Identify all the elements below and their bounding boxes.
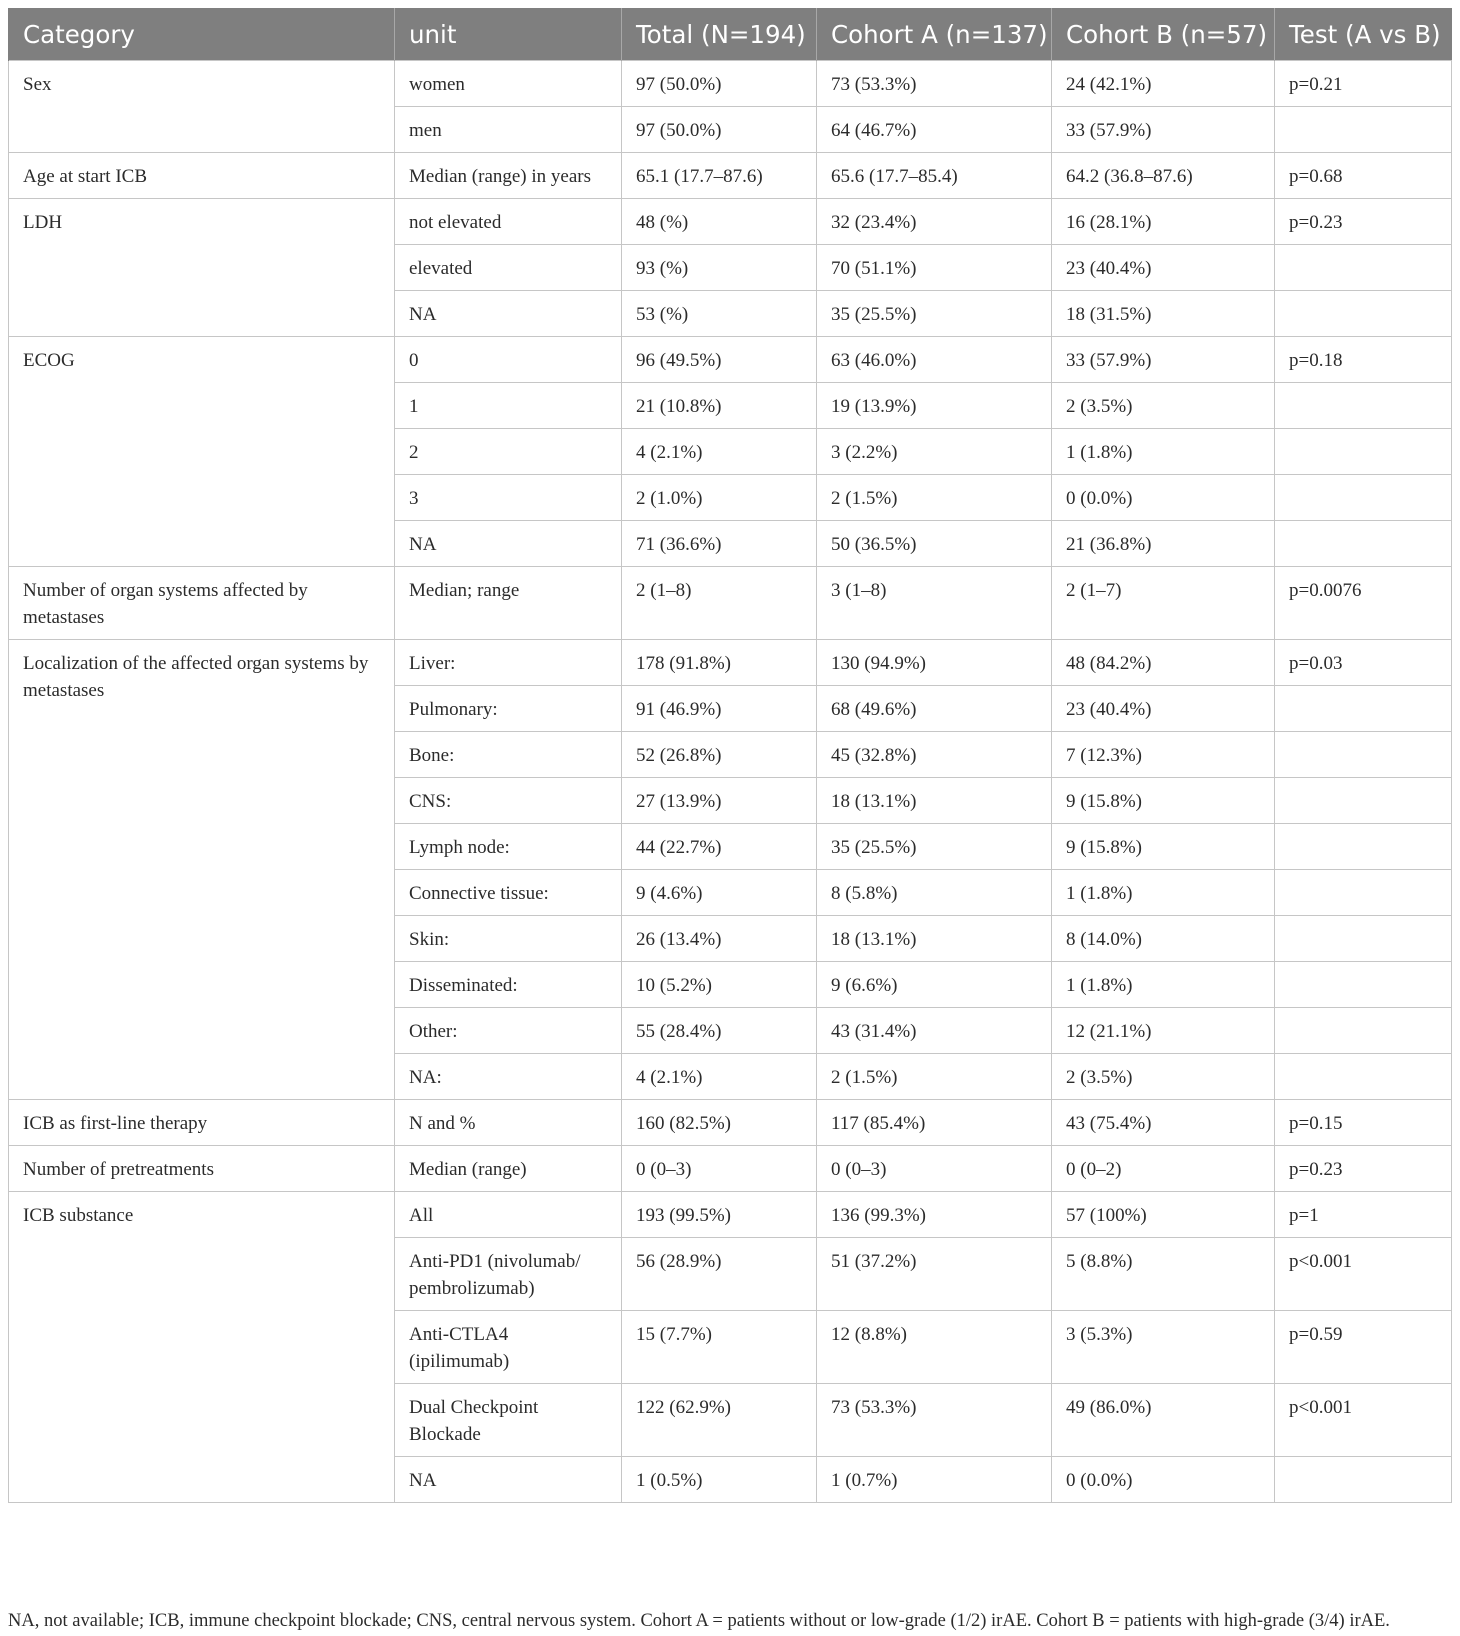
cohort-a-cell: 35 (25.5%) bbox=[817, 824, 1052, 870]
cohort-a-cell: 2 (1.5%) bbox=[817, 475, 1052, 521]
test-cell: p=0.68 bbox=[1275, 153, 1452, 199]
unit-cell: 1 bbox=[395, 383, 622, 429]
total-cell: 193 (99.5%) bbox=[622, 1192, 817, 1238]
table-row bbox=[9, 640, 1452, 686]
cohort-b-cell: 0 (0.0%) bbox=[1052, 1457, 1275, 1503]
category-cell: Number of pretreatments bbox=[9, 1146, 395, 1192]
cohort-b-cell: 2 (1–7) bbox=[1052, 567, 1275, 640]
total-cell: 4 (2.1%) bbox=[622, 1054, 817, 1100]
test-cell bbox=[1275, 1054, 1452, 1100]
cohort-a-cell: 45 (32.8%) bbox=[817, 732, 1052, 778]
cohort-a-cell: 73 (53.3%) bbox=[817, 61, 1052, 107]
total-cell: 178 (91.8%) bbox=[622, 640, 817, 686]
unit-cell: NA bbox=[395, 521, 622, 567]
unit-cell: Anti-PD1 (nivolumab/ pembrolizumab) bbox=[395, 1238, 622, 1311]
unit-cell: CNS: bbox=[395, 778, 622, 824]
unit-cell: 2 bbox=[395, 429, 622, 475]
cohort-a-cell: 12 (8.8%) bbox=[817, 1311, 1052, 1384]
unit-cell: not elevated bbox=[395, 199, 622, 245]
cohort-b-cell: 48 (84.2%) bbox=[1052, 640, 1275, 686]
test-cell bbox=[1275, 291, 1452, 337]
unit-cell: Pulmonary: bbox=[395, 686, 622, 732]
total-cell: 27 (13.9%) bbox=[622, 778, 817, 824]
category-cell: ECOG bbox=[9, 337, 395, 567]
table-row bbox=[9, 337, 1452, 383]
total-cell: 9 (4.6%) bbox=[622, 870, 817, 916]
cohort-b-cell: 2 (3.5%) bbox=[1052, 383, 1275, 429]
cohort-b-cell: 5 (8.8%) bbox=[1052, 1238, 1275, 1311]
unit-cell: All bbox=[395, 1192, 622, 1238]
cohort-b-cell: 64.2 (36.8–87.6) bbox=[1052, 153, 1275, 199]
test-cell bbox=[1275, 521, 1452, 567]
unit-cell: Anti-CTLA4 (ipilimumab) bbox=[395, 1311, 622, 1384]
cohort-b-cell: 0 (0–2) bbox=[1052, 1146, 1275, 1192]
total-cell: 4 (2.1%) bbox=[622, 429, 817, 475]
unit-cell: women bbox=[395, 61, 622, 107]
test-cell: p<0.001 bbox=[1275, 1384, 1452, 1457]
test-cell bbox=[1275, 962, 1452, 1008]
unit-cell: Liver: bbox=[395, 640, 622, 686]
cohort-a-cell: 8 (5.8%) bbox=[817, 870, 1052, 916]
unit-cell: men bbox=[395, 107, 622, 153]
header-test: Test (A vs B) bbox=[1275, 8, 1452, 61]
table-body bbox=[9, 61, 1452, 1503]
total-cell: 97 (50.0%) bbox=[622, 61, 817, 107]
total-cell: 91 (46.9%) bbox=[622, 686, 817, 732]
test-cell bbox=[1275, 107, 1452, 153]
header-category: Category bbox=[9, 8, 395, 61]
baseline-characteristics-table bbox=[8, 8, 1452, 1503]
test-cell bbox=[1275, 732, 1452, 778]
cohort-b-cell: 57 (100%) bbox=[1052, 1192, 1275, 1238]
category-cell: Sex bbox=[9, 61, 395, 153]
table-row bbox=[9, 1100, 1452, 1146]
test-cell: p=0.03 bbox=[1275, 640, 1452, 686]
total-cell: 0 (0–3) bbox=[622, 1146, 817, 1192]
total-cell: 48 (%) bbox=[622, 199, 817, 245]
test-cell: p=0.23 bbox=[1275, 199, 1452, 245]
cohort-b-cell: 1 (1.8%) bbox=[1052, 962, 1275, 1008]
total-cell: 122 (62.9%) bbox=[622, 1384, 817, 1457]
cohort-b-cell: 1 (1.8%) bbox=[1052, 429, 1275, 475]
total-cell: 97 (50.0%) bbox=[622, 107, 817, 153]
unit-cell: Connective tissue: bbox=[395, 870, 622, 916]
cohort-b-cell: 16 (28.1%) bbox=[1052, 199, 1275, 245]
test-cell: p<0.001 bbox=[1275, 1238, 1452, 1311]
cohort-a-cell: 68 (49.6%) bbox=[817, 686, 1052, 732]
unit-cell: Median (range) in years bbox=[395, 153, 622, 199]
unit-cell: N and % bbox=[395, 1100, 622, 1146]
unit-cell: Other: bbox=[395, 1008, 622, 1054]
cohort-a-cell: 19 (13.9%) bbox=[817, 383, 1052, 429]
total-cell: 71 (36.6%) bbox=[622, 521, 817, 567]
header-cohort-a: Cohort A (n=137) bbox=[817, 8, 1052, 61]
total-cell: 96 (49.5%) bbox=[622, 337, 817, 383]
total-cell: 44 (22.7%) bbox=[622, 824, 817, 870]
table-footnote: NA, not available; ICB, immune checkpoint blockade; CNS, central nervous system. Cohort A = patients without or low-grade (1/2) irAE. Cohort B = patients with high-grade (3/4) irAE. bbox=[8, 1611, 1390, 1631]
unit-cell: Lymph node: bbox=[395, 824, 622, 870]
cohort-b-cell: 1 (1.8%) bbox=[1052, 870, 1275, 916]
cohort-a-cell: 64 (46.7%) bbox=[817, 107, 1052, 153]
test-cell bbox=[1275, 778, 1452, 824]
header-unit: unit bbox=[395, 8, 622, 61]
table-header bbox=[9, 8, 1452, 61]
cohort-b-cell: 43 (75.4%) bbox=[1052, 1100, 1275, 1146]
header-cohort-b: Cohort B (n=57) bbox=[1052, 8, 1275, 61]
cohort-a-cell: 73 (53.3%) bbox=[817, 1384, 1052, 1457]
total-cell: 10 (5.2%) bbox=[622, 962, 817, 1008]
cohort-a-cell: 0 (0–3) bbox=[817, 1146, 1052, 1192]
unit-cell: 0 bbox=[395, 337, 622, 383]
total-cell: 21 (10.8%) bbox=[622, 383, 817, 429]
cohort-b-cell: 0 (0.0%) bbox=[1052, 475, 1275, 521]
cohort-b-cell: 8 (14.0%) bbox=[1052, 916, 1275, 962]
category-cell: Localization of the affected organ systems by metastases bbox=[9, 640, 395, 1100]
cohort-a-cell: 117 (85.4%) bbox=[817, 1100, 1052, 1146]
cohort-a-cell: 35 (25.5%) bbox=[817, 291, 1052, 337]
unit-cell: Disseminated: bbox=[395, 962, 622, 1008]
total-cell: 160 (82.5%) bbox=[622, 1100, 817, 1146]
test-cell bbox=[1275, 429, 1452, 475]
cohort-b-cell: 49 (86.0%) bbox=[1052, 1384, 1275, 1457]
total-cell: 55 (28.4%) bbox=[622, 1008, 817, 1054]
unit-cell: Median (range) bbox=[395, 1146, 622, 1192]
header-total: Total (N=194) bbox=[622, 8, 817, 61]
cohort-b-cell: 3 (5.3%) bbox=[1052, 1311, 1275, 1384]
total-cell: 93 (%) bbox=[622, 245, 817, 291]
cohort-a-cell: 51 (37.2%) bbox=[817, 1238, 1052, 1311]
category-cell: ICB as first-line therapy bbox=[9, 1100, 395, 1146]
unit-cell: Median; range bbox=[395, 567, 622, 640]
cohort-b-cell: 2 (3.5%) bbox=[1052, 1054, 1275, 1100]
test-cell: p=1 bbox=[1275, 1192, 1452, 1238]
test-cell: p=0.23 bbox=[1275, 1146, 1452, 1192]
unit-cell: Bone: bbox=[395, 732, 622, 778]
cohort-b-cell: 9 (15.8%) bbox=[1052, 824, 1275, 870]
cohort-a-cell: 1 (0.7%) bbox=[817, 1457, 1052, 1503]
unit-cell: elevated bbox=[395, 245, 622, 291]
total-cell: 56 (28.9%) bbox=[622, 1238, 817, 1311]
cohort-b-cell: 21 (36.8%) bbox=[1052, 521, 1275, 567]
cohort-a-cell: 63 (46.0%) bbox=[817, 337, 1052, 383]
cohort-b-cell: 23 (40.4%) bbox=[1052, 686, 1275, 732]
unit-cell: Skin: bbox=[395, 916, 622, 962]
cohort-a-cell: 43 (31.4%) bbox=[817, 1008, 1052, 1054]
total-cell: 1 (0.5%) bbox=[622, 1457, 817, 1503]
table-row bbox=[9, 1146, 1452, 1192]
category-cell: Number of organ systems affected by metastases bbox=[9, 567, 395, 640]
category-cell: LDH bbox=[9, 199, 395, 337]
cohort-a-cell: 65.6 (17.7–85.4) bbox=[817, 153, 1052, 199]
cohort-a-cell: 130 (94.9%) bbox=[817, 640, 1052, 686]
test-cell bbox=[1275, 686, 1452, 732]
test-cell: p=0.0076 bbox=[1275, 567, 1452, 640]
cohort-a-cell: 50 (36.5%) bbox=[817, 521, 1052, 567]
table-row bbox=[9, 1192, 1452, 1238]
total-cell: 15 (7.7%) bbox=[622, 1311, 817, 1384]
test-cell bbox=[1275, 870, 1452, 916]
table-row bbox=[9, 199, 1452, 245]
test-cell bbox=[1275, 245, 1452, 291]
total-cell: 65.1 (17.7–87.6) bbox=[622, 153, 817, 199]
category-cell: Age at start ICB bbox=[9, 153, 395, 199]
test-cell: p=0.59 bbox=[1275, 1311, 1452, 1384]
unit-cell: NA bbox=[395, 291, 622, 337]
total-cell: 26 (13.4%) bbox=[622, 916, 817, 962]
test-cell bbox=[1275, 1457, 1452, 1503]
total-cell: 53 (%) bbox=[622, 291, 817, 337]
category-cell: ICB substance bbox=[9, 1192, 395, 1503]
test-cell: p=0.21 bbox=[1275, 61, 1452, 107]
cohort-b-cell: 18 (31.5%) bbox=[1052, 291, 1275, 337]
cohort-a-cell: 18 (13.1%) bbox=[817, 916, 1052, 962]
test-cell: p=0.15 bbox=[1275, 1100, 1452, 1146]
table-row bbox=[9, 567, 1452, 640]
test-cell bbox=[1275, 824, 1452, 870]
cohort-a-cell: 3 (1–8) bbox=[817, 567, 1052, 640]
cohort-b-cell: 7 (12.3%) bbox=[1052, 732, 1275, 778]
cohort-a-cell: 18 (13.1%) bbox=[817, 778, 1052, 824]
table-row bbox=[9, 153, 1452, 199]
test-cell bbox=[1275, 475, 1452, 521]
unit-cell: NA: bbox=[395, 1054, 622, 1100]
cohort-a-cell: 70 (51.1%) bbox=[817, 245, 1052, 291]
unit-cell: Dual Checkpoint Blockade bbox=[395, 1384, 622, 1457]
cohort-b-cell: 12 (21.1%) bbox=[1052, 1008, 1275, 1054]
cohort-b-cell: 23 (40.4%) bbox=[1052, 245, 1275, 291]
cohort-a-cell: 2 (1.5%) bbox=[817, 1054, 1052, 1100]
cohort-a-cell: 32 (23.4%) bbox=[817, 199, 1052, 245]
table-row bbox=[9, 61, 1452, 107]
unit-cell: 3 bbox=[395, 475, 622, 521]
test-cell bbox=[1275, 1008, 1452, 1054]
total-cell: 52 (26.8%) bbox=[622, 732, 817, 778]
test-cell bbox=[1275, 383, 1452, 429]
cohort-b-cell: 33 (57.9%) bbox=[1052, 107, 1275, 153]
total-cell: 2 (1.0%) bbox=[622, 475, 817, 521]
unit-cell: NA bbox=[395, 1457, 622, 1503]
total-cell: 2 (1–8) bbox=[622, 567, 817, 640]
cohort-a-cell: 3 (2.2%) bbox=[817, 429, 1052, 475]
test-cell: p=0.18 bbox=[1275, 337, 1452, 383]
cohort-a-cell: 9 (6.6%) bbox=[817, 962, 1052, 1008]
cohort-b-cell: 33 (57.9%) bbox=[1052, 337, 1275, 383]
test-cell bbox=[1275, 916, 1452, 962]
cohort-a-cell: 136 (99.3%) bbox=[817, 1192, 1052, 1238]
cohort-b-cell: 24 (42.1%) bbox=[1052, 61, 1275, 107]
cohort-b-cell: 9 (15.8%) bbox=[1052, 778, 1275, 824]
